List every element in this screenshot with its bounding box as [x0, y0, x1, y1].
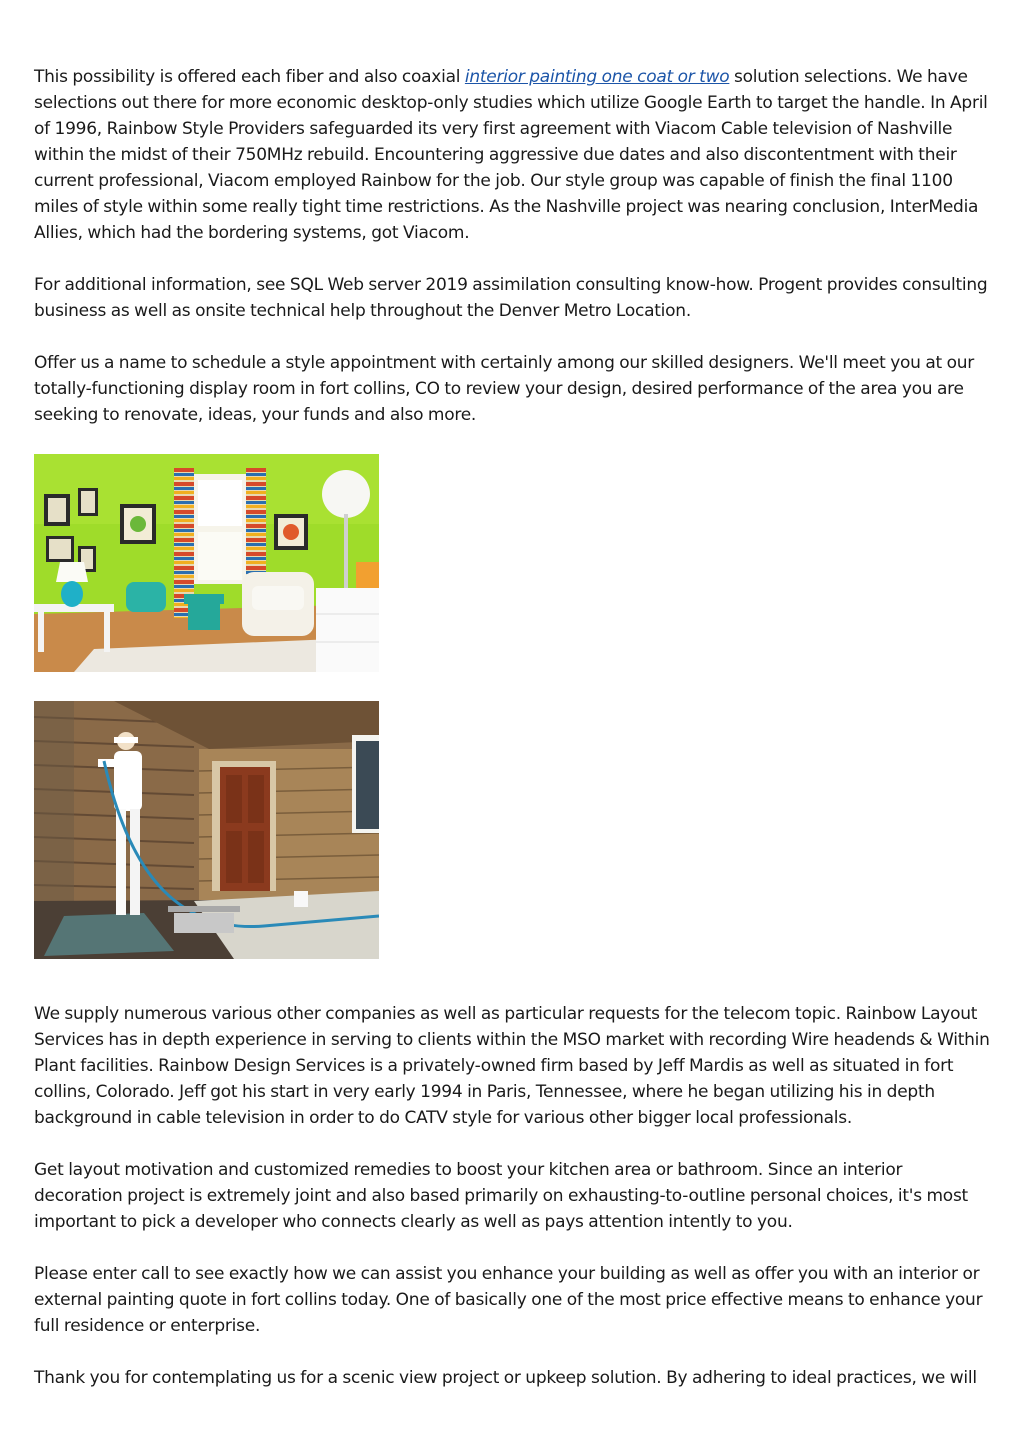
cabin-painter-photo [34, 701, 379, 959]
green-room-illustration [34, 454, 379, 672]
paragraph-3: Offer us a name to schedule a style appointment with certainly among our skilled designers. We'll meet you at our totally-functioning display room in fort collins, CO to review your design, desired performance of the area you are seeking to renovate, ideas, your funds and also more. [34, 353, 975, 425]
paragraph-2: For additional information, see SQL Web server 2019 assimilation consulting know-how. Progent provides consulting business as well as onsite technical help throughout the Denver Metro Location. [34, 275, 988, 321]
interior-painting-link[interactable]: interior painting one coat or two [464, 67, 730, 87]
paragraph-4: We supply numerous various other companies as well as particular requests for the telecom topic. Rainbow Layout Services has in depth experience in serving to clients within the MSO market with recording Wire headends & Within Plant facilities. Rainbow Design Services is a privately-owned firm based by Jeff Mardis as well as situated in fort collins, Colorado. Jeff got his start in very early 1994 in Paris, Tennessee, where he began utilizing his in depth background in cable television in order to do CATV style for various other bigger local professionals. [34, 1004, 990, 1128]
paragraph-1 [34, 64, 994, 246]
paragraph-7: Thank you for contemplating us for a scenic view project or upkeep solution. By adhering to ideal practices, we will [34, 1368, 977, 1388]
paragraph-6: Please enter call to see exactly how we can assist you enhance your building as well as offer you with an interior or external painting quote in fort collins today. One of basically one of the most price effective means to enhance your full residence or enterprise. [34, 1264, 983, 1336]
paragraph-1-rest: solution selections. We have selections out there for more economic desktop-only studies which utilize Google Earth to target the handle. In April of 1996, Rainbow Style Providers safeguarded its very first agreement with Viacom Cable television of Nashville within the midst of their 750MHz rebuild. Encountering aggressive due dates and also discontentment with their current professional, Viacom employed Rainbow for the job. Our style group was capable of finish the final 1100 miles of style within some really tight time restrictions. As the Nashville project was nearing conclusion, InterMedia Allies, which had the bordering systems, got Viacom. [34, 67, 988, 243]
cabin-painter-illustration [34, 701, 379, 959]
paragraph-5: Get layout motivation and customized remedies to boost your kitchen area or bathroom. Since an interior decoration project is extremely joint and also based primarily on exhausting-to-outline personal choices, it's most important to pick a developer who connects clearly as well as pays attention intently to you. [34, 1160, 968, 1232]
article-body [34, 64, 994, 1417]
paragraph-1-lead: This possibility is offered each fiber and also coaxial [34, 67, 465, 87]
green-room-photo [34, 454, 379, 672]
